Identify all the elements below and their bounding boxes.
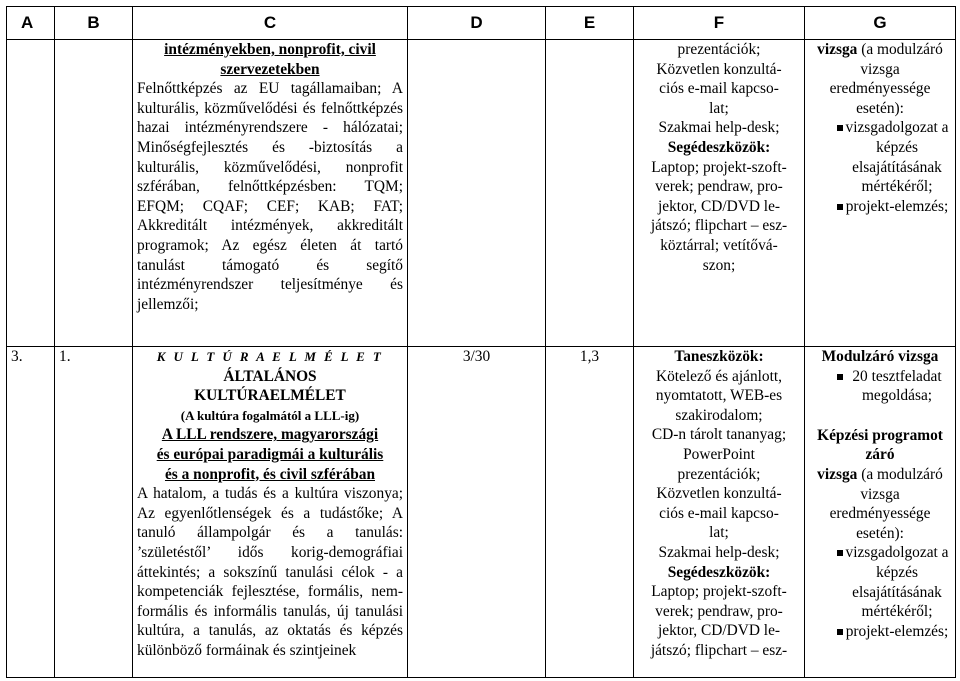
cell-d-hours: 3/30 bbox=[408, 347, 546, 678]
cell-b-number: 1. bbox=[55, 347, 133, 678]
square-bullet-icon bbox=[837, 629, 843, 635]
square-bullet-icon bbox=[837, 550, 843, 556]
list-item: projekt-elemzés; bbox=[809, 197, 951, 217]
square-bullet-icon bbox=[837, 125, 843, 131]
module-subtitle: (A kultúra fogalmától a LLL-ig) bbox=[180, 407, 360, 423]
list-item: vizsgadolgozat a képzés elsajátításának mértékéről; bbox=[809, 118, 951, 196]
exam-list bbox=[809, 118, 951, 216]
column-header-a: A bbox=[7, 7, 55, 40]
tools-heading: Taneszközök: bbox=[674, 348, 764, 365]
cell-c-content bbox=[133, 347, 408, 678]
cell-e-credits: 1,3 bbox=[546, 347, 634, 678]
cell-a-number: 3. bbox=[7, 347, 55, 678]
final-exam-heading: Képzési programot záró bbox=[817, 426, 943, 464]
cell-e bbox=[546, 40, 634, 347]
exam-heading: Modulzáró vizsga bbox=[821, 348, 939, 365]
module-spaced-title: K U L T Ú R A E L M É L E T bbox=[156, 349, 384, 364]
exam-list bbox=[809, 367, 951, 406]
column-header-b: B bbox=[55, 7, 133, 40]
column-header-e: E bbox=[546, 7, 634, 40]
cell-a bbox=[7, 40, 55, 347]
module-heading: ÁLTALÁNOS KULTÚRAELMÉLET bbox=[194, 367, 346, 405]
cell-c-content bbox=[133, 40, 408, 347]
aids-heading: Segédeszközök: bbox=[667, 563, 771, 581]
column-header-row bbox=[7, 7, 956, 40]
list-item: vizsgadolgozat a képzés elsajátításának mértékéről; bbox=[809, 543, 951, 621]
content-text: Felnőttképzés az EU tagállamaiban; A kulturális, közművelődési és felnőttképzés hazai intézményrendszere - hálózatai; Minőségfejlesztés és -biztosítás a kulturális, közművelődési, nonprofit szférában, felnőttképzésben: TQM; EFQM; CQAF; CEF; KAB; FAT; Akkreditált intézmények, akkreditált programok; Az egész életen át tartó tanulást támogató és segítő intézményrendszer teljesítménye és jellemzői; bbox=[137, 80, 403, 313]
square-bullet-icon bbox=[837, 374, 843, 380]
square-bullet-icon bbox=[837, 204, 843, 210]
tools-heading: Segédeszközök: bbox=[667, 138, 771, 156]
column-header-d: D bbox=[408, 7, 546, 40]
content-text: A hatalom, a tudás és a kultúra viszonya; Az egyenlőtlenségek és a tudástőke; A tanuló állampolgár és a tanulás: ’születéstől’ idős korig-demográfiai áttekintés; a sokszínű tanulási célok - a kompetenciák fejlesztése, formális, nem-formális és informális tanulás, új tanulási kultúra, a tanulás, az oktatás és képzés különböző formáinak és szintjeinek bbox=[137, 485, 403, 659]
table-row bbox=[7, 347, 956, 678]
cell-g-exam: Modulzáró vizsga 20 tesztfeladat megoldása; Képzési programot záró vizsga (a modulzáró vizsga eredményessége esetén): vizsgadolgozat a képzés elsajátításának mértékéről; projekt-elemzés; bbox=[805, 347, 956, 678]
table-row bbox=[7, 40, 956, 347]
content-title: intézményekben, nonprofit, civil szervezetekben bbox=[164, 41, 376, 78]
column-header-g: G bbox=[805, 7, 956, 40]
column-header-c: C bbox=[133, 7, 408, 40]
exam-list bbox=[809, 543, 951, 641]
column-header-f: F bbox=[634, 7, 805, 40]
cell-b bbox=[55, 40, 133, 347]
cell-g-exam: vizsga (a modulzáró vizsga eredményessége esetén): vizsgadolgozat a képzés elsajátításának mértékéről; projekt-elemzés; bbox=[805, 40, 956, 347]
list-item: 20 tesztfeladat megoldása; bbox=[809, 367, 951, 406]
list-item: projekt-elemzés; bbox=[809, 622, 951, 642]
cell-d bbox=[408, 40, 546, 347]
content-title: A LLL rendszere, magyarországi és európai paradigmái a kulturális és a nonprofit, és civil szférában bbox=[156, 426, 384, 483]
exam-heading: vizsga bbox=[817, 41, 858, 58]
cell-f-tools: prezentációk; Közvetlen konzultá- ciós e-mail kapcso- lat; Szakmai help-desk; Segédeszközök: Laptop; projekt-szoft- verek; pendraw, pro- jektor, CD/DVD le- játszó; flipchart – esz- köztárral; vetítővá- szon; bbox=[634, 40, 805, 347]
cell-f-tools: Taneszközök: Kötelező és ajánlott, nyomtatott, WEB-es szakirodalom; CD-n tárolt tananyag; PowerPoint prezentációk; Közvetlen konzultá- ciós e-mail kapcso- lat; Szakmai help-desk; Segédeszközök: Laptop; projekt-szoft- verek; pendraw, pro- jektor, CD/DVD le- játszó; flipchart – esz- bbox=[634, 347, 805, 678]
curriculum-table bbox=[6, 6, 956, 678]
